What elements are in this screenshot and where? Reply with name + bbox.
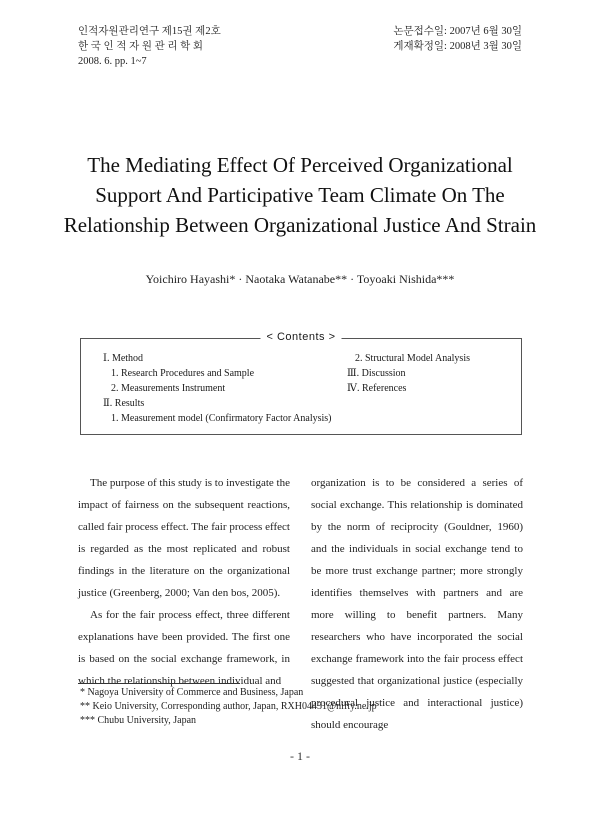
accepted-date: 게재확정일: 2008년 3월 30일 xyxy=(393,41,522,52)
contents-label: < Contents > xyxy=(261,331,342,343)
toc-item: 1. Measurement model (Confirmatory Factor Analysis) xyxy=(111,413,332,424)
submission-dates xyxy=(393,24,522,54)
footnote: * Nagoya University of Commerce and Business, Japan xyxy=(80,687,304,698)
journal-name: 인적자원관리연구 제15권 제2호 xyxy=(78,26,221,37)
toc-item: Ⅳ. References xyxy=(347,383,407,394)
toc-item: Ⅰ. Method xyxy=(103,353,144,364)
journal-info xyxy=(78,24,221,69)
toc-item: 2. Structural Model Analysis xyxy=(355,353,470,364)
body-left-column xyxy=(78,472,290,692)
society-name: 한 국 인 적 자 원 관 리 학 회 xyxy=(78,41,204,52)
body-paragraph: organization is to be considered a series of social exchange. This relationship is dominated by the norm of reciprocity (Gouldner, 1960) and the individuals in social exchange tend to be more trust exchange partner; more strongly identifies themselves with partners and are more willing to benefit partners. Many researchers who have incorporated the social exchange framework into the fair process effect suggested that organizational justice (especially procedural justice and interactional justice) should encourage xyxy=(311,477,523,731)
issue-pages: 2008. 6. pp. 1~7 xyxy=(78,56,147,67)
paper-title xyxy=(50,150,550,240)
page-number: - 1 - xyxy=(290,749,310,763)
contents-box xyxy=(80,331,522,435)
footnote: ** Keio University, Corresponding author, Japan, RXH04431@nifty.ne.jp xyxy=(80,701,377,712)
toc-item: 2. Measurements Instrument xyxy=(111,383,226,394)
title-line: Relationship Between Organizational Justice And Strain xyxy=(63,213,537,237)
toc-item: 1. Research Procedures and Sample xyxy=(111,368,255,379)
received-date: 논문접수일: 2007년 6월 30일 xyxy=(393,26,522,37)
footnote-divider xyxy=(78,683,240,684)
title-line: Support And Participative Team Climate On The xyxy=(95,183,505,207)
footnotes xyxy=(80,686,377,728)
footnote: *** Chubu University, Japan xyxy=(80,715,197,726)
title-line: The Mediating Effect Of Perceived Organizational xyxy=(87,153,513,177)
author-list: Yoichiro Hayashi* · Naotaka Watanabe** · Toyoaki Nishida*** xyxy=(145,272,455,286)
contents-right-column xyxy=(347,351,470,396)
toc-item: Ⅲ. Discussion xyxy=(347,368,406,379)
contents-left-column xyxy=(103,351,332,426)
toc-item: Ⅱ. Results xyxy=(103,398,145,409)
body-paragraph: The purpose of this study is to investigate the impact of fairness on the subsequent reactions, called fair process effect. The fair process effect is regarded as the most replicated and robust findings in the literature on the organizational justice (Greenberg, 2000; Van den bos, 2005). xyxy=(78,477,290,599)
body-paragraph: As for the fair process effect, three different explanations have been provided. The first one is based on the social exchange framework, in which the relationship between individual and xyxy=(78,609,290,687)
